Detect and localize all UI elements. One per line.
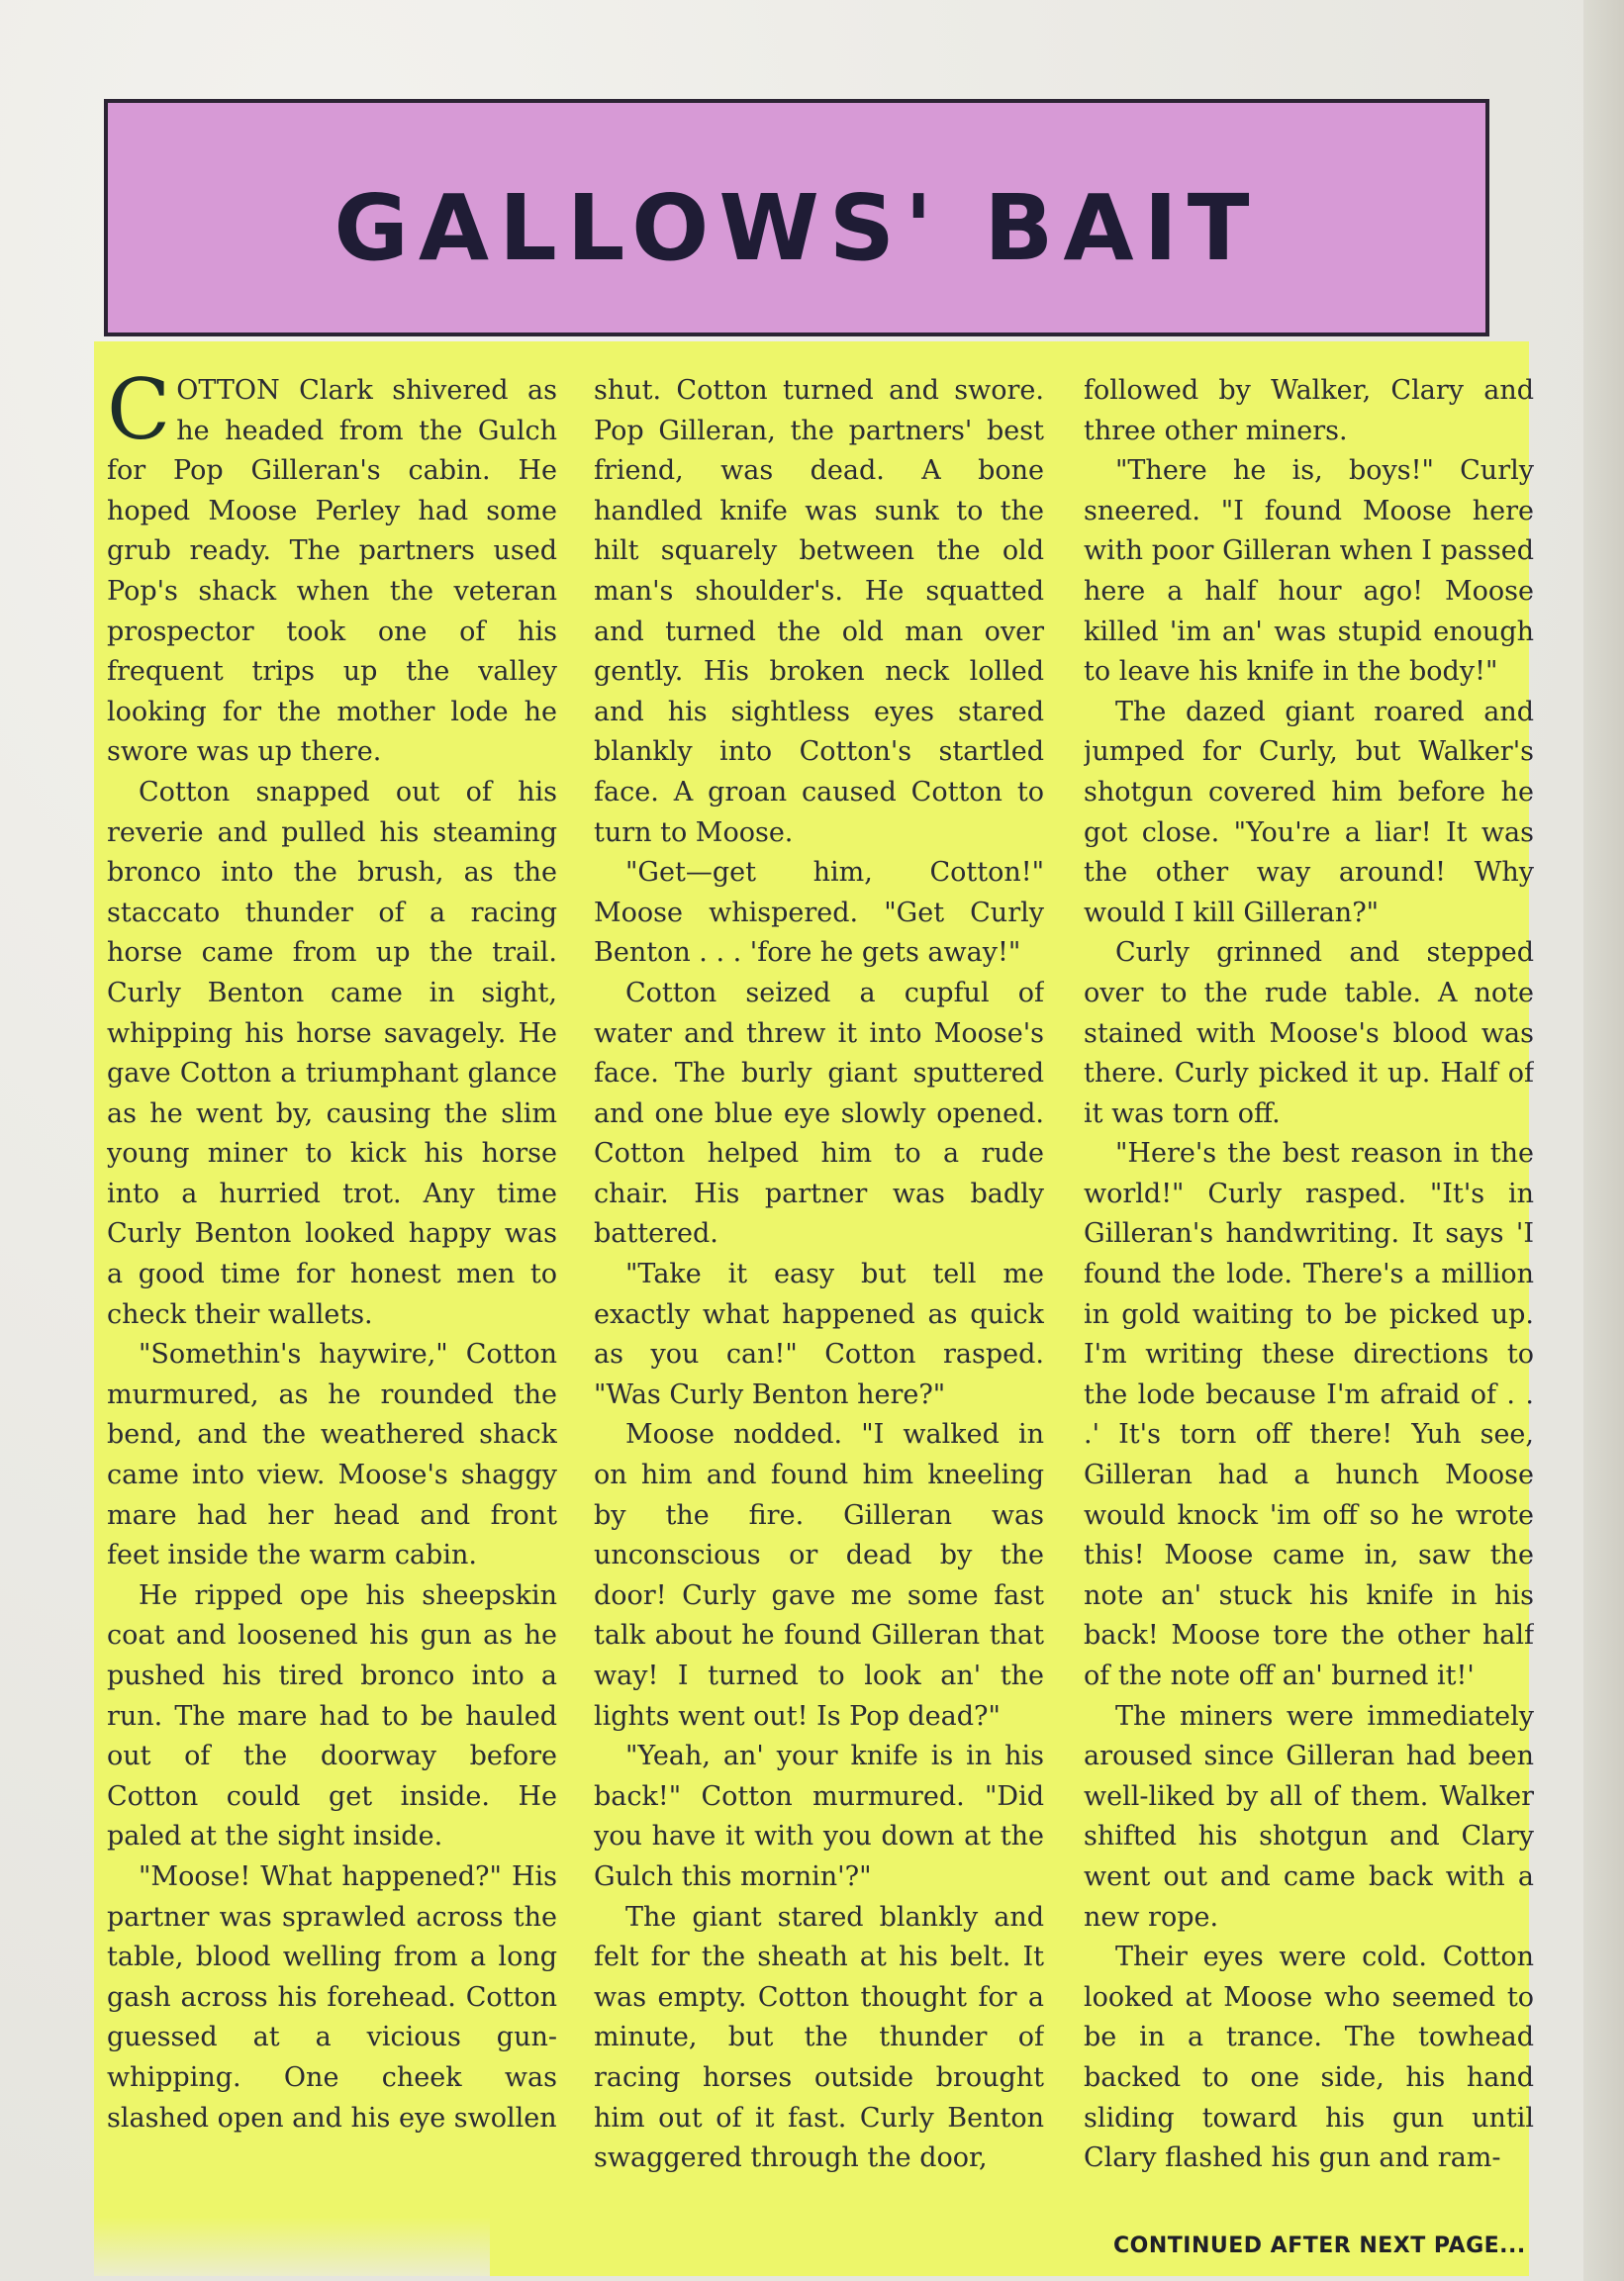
paragraph: Their eyes were cold. Cotton looked at Moose who seemed to be in a trance. The towhead backed to one side, his hand sliding toward his gun until Clary flashed his gun and ram- — [1084, 1942, 1534, 2174]
paragraph: The dazed giant roared and jumped for Curly, but Walker's shotgun covered him before he got close. "You're a liar! It was the other way around! Why would I kill Gilleran?" — [1084, 696, 1534, 928]
story-title: GALLOWS' BAIT — [334, 174, 1260, 281]
page-edge — [1583, 0, 1624, 2281]
paragraph: shut. Cotton turned and swore. Pop Gilleran, the partners' best friend, was dead. A bone handled knife was sunk to the hilt squarely between the old man's shoulder's. He squatted and turned the old man over gently. His broken neck lolled and his sightless eyes stared blankly into Cotton's startled face. A groan caused Cotton to turn to Moose. — [594, 375, 1044, 848]
paragraph: "Get—get him, Cotton!" Moose whispered. "Get Curly Benton . . . 'fore he gets away!" — [594, 857, 1044, 969]
paragraph: The giant stared blankly and felt for the sheath at his belt. It was empty. Cotton thought for a minute, but the thunder of racing horses outside brought him out of it fast. Curly Benton swaggered through the door, — [594, 1901, 1044, 2174]
paragraph: followed by Walker, Clary and three other miners. — [1084, 375, 1534, 446]
paragraph: Cotton snapped out of his reverie and pulled his steaming bronco into the brush, as the staccato thunder of a racing horse came from up the trail. Curly Benton came in sight, whipping his horse savagely. He gave Cotton a triumphant glance as he went by, causing the slim young miner to kick his horse into a hurried trot. Any time Curly Benton looked happy was a good time for honest men to check their wallets. — [107, 776, 557, 1330]
paragraph: "Yeah, an' your knife is in his back!" Cotton murmured. "Did you have it with you down at the Gulch this mornin'?" — [594, 1741, 1044, 1892]
paragraph: Curly grinned and stepped over to the rude table. A note stained with Moose's blood was there. Curly picked it up. Half of it was torn off. — [1084, 937, 1534, 1129]
paragraph: "Take it easy but tell me exactly what happened as quick as you can!" Cotton rasped. "Was Curly Benton here?" — [594, 1259, 1044, 1410]
text-column-3 — [1084, 371, 1534, 2241]
title-banner — [104, 99, 1489, 336]
paragraph: "Moose! What happened?" His partner was sprawled across the table, blood welling from a long gash across his forehead. Cotton guessed at a vicious gun-whipping. One cheek was slashed open and his eye swollen — [107, 1860, 557, 2134]
text-column-2 — [594, 371, 1044, 2241]
continued-notice: CONTINUED AFTER NEXT PAGE... — [1113, 2233, 1526, 2258]
paragraph: The miners were immediately aroused since Gilleran had been well-liked by all of them. Walker shifted his shotgun and Clary went out and came back with a new rope. — [1084, 1700, 1534, 1933]
paragraph: "Here's the best reason in the world!" Curly rasped. "It's in Gilleran's handwriting. It says 'I found the lode. There's a million in gold waiting to be picked up. I'm writing these directions to the lode because I'm afraid of . . .' It's torn off there! Yuh see, Gilleran had a hunch Moose would knock 'im off so he wrote this! Moose came in, saw the note an' stuck his knife in his back! Moose tore the other half of the note off an' burned it!' — [1084, 1138, 1534, 1691]
paragraph: "There he is, boys!" Curly sneered. "I found Moose here with poor Gilleran when I passed here a half hour ago! Moose killed 'im an' was stupid enough to leave his knife in the body!" — [1084, 455, 1534, 688]
paragraph: He ripped ope his sheepskin coat and loosened his gun as he pushed his tired bronco into a run. The mare had to be hauled out of the doorway before Cotton could get inside. He paled at the sight inside. — [107, 1579, 557, 1853]
paragraph: "Somethin's haywire," Cotton murmured, as he rounded the bend, and the weathered shack came into view. Moose's shaggy mare had her head and front feet inside the warm cabin. — [107, 1339, 557, 1571]
text-column-1 — [107, 371, 557, 2241]
paragraph: Cotton seized a cupful of water and threw it into Moose's face. The burly giant sputtered and one blue eye slowly opened. Cotton helped him to a rude chair. His partner was badly battered. — [594, 977, 1044, 1250]
drop-cap: C — [107, 371, 171, 458]
paragraph: Moose nodded. "I walked in on him and found him kneeling by the fire. Gilleran was unconscious or dead by the door! Curly gave me some fast talk about he found Gilleran that way! I turned to look an' the lights went out! Is Pop dead?" — [594, 1419, 1044, 1732]
paragraph: COTTON Clark shivered as he headed from the Gulch for Pop Gilleran's cabin. He hoped Moose Perley had some grub ready. The partners used Pop's shack when the veteran prospector took one of his frequent trips up the valley looking for the mother lode he swore was up there. — [107, 371, 557, 768]
